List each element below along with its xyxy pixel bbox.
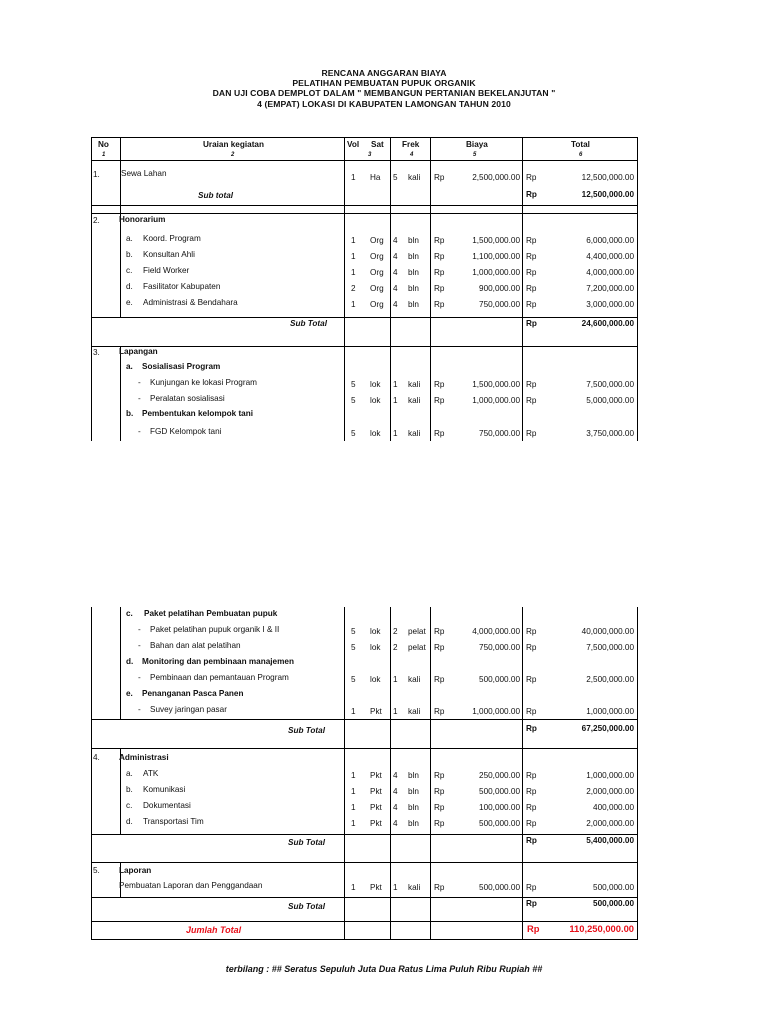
row-label: Paket pelatihan pupuk organik I & II	[150, 625, 280, 634]
row-frek-unit: kali	[408, 675, 421, 684]
section-5-subtotal-rp: Rp	[526, 899, 537, 908]
row-total: 2,000,000.00	[586, 819, 634, 828]
row-sat: Org	[370, 236, 384, 245]
row-letter: c.	[126, 266, 133, 275]
section-5-row-frek-unit: kali	[408, 883, 421, 892]
section-3-subtotal: 67,250,000.00	[581, 724, 634, 733]
section-5-row-label: Pembuatan Laporan dan Penggandaan	[119, 881, 263, 890]
row-vol: 5	[351, 396, 356, 405]
header-no: No	[98, 140, 109, 149]
row-frek: 2	[393, 627, 398, 636]
row-vol: 5	[351, 627, 356, 636]
row-frek: 4	[393, 300, 398, 309]
jumlah-total-rp: Rp	[527, 923, 540, 934]
row-frek: 4	[393, 268, 398, 277]
row-total: 4,400,000.00	[586, 252, 634, 261]
row-total: 40,000,000.00	[581, 627, 634, 636]
row-frek-unit: bln	[408, 268, 419, 277]
row-total: 1,000,000.00	[586, 707, 634, 716]
row-frek: 1	[393, 675, 398, 684]
row-biaya: 750,000.00	[479, 300, 520, 309]
section-3-sub-a-label: Sosialisasi Program	[142, 362, 221, 371]
section-2-subtotal: 24,600,000.00	[581, 319, 634, 328]
row-rp2: Rp	[526, 819, 537, 828]
row-total: 7,200,000.00	[586, 284, 634, 293]
row-vol: 5	[351, 643, 356, 652]
section-1-row-vol: 1	[351, 173, 356, 182]
row-total: 5,000,000.00	[586, 396, 634, 405]
row-label: Kunjungan ke lokasi Program	[150, 378, 257, 387]
row-rp2: Rp	[526, 429, 537, 438]
row-vol: 1	[351, 771, 356, 780]
section-3-sub-b-letter: b.	[126, 409, 134, 418]
section-1-row-frek: 5	[393, 173, 398, 182]
row-vol: 1	[351, 819, 356, 828]
row-rp2: Rp	[526, 380, 537, 389]
row-letter: b.	[126, 250, 133, 259]
row-frek-unit: bln	[408, 787, 419, 796]
row-rp2: Rp	[526, 643, 537, 652]
row-frek: 1	[393, 396, 398, 405]
row-sat: lok	[370, 643, 381, 652]
row-rp: Rp	[434, 771, 445, 780]
row-sat: Pkt	[370, 787, 382, 796]
row-dash: -	[138, 625, 141, 634]
row-biaya: 500,000.00	[479, 675, 520, 684]
header-num-3: 3	[368, 152, 372, 158]
row-biaya: 750,000.00	[479, 643, 520, 652]
row-rp: Rp	[434, 380, 445, 389]
section-5-row-frek: 1	[393, 883, 398, 892]
row-sat: Pkt	[370, 819, 382, 828]
row-biaya: 100,000.00	[479, 803, 520, 812]
row-frek-unit: bln	[408, 819, 419, 828]
row-vol: 2	[351, 284, 356, 293]
row-biaya: 750,000.00	[479, 429, 520, 438]
section-3-sub-c-letter: c.	[126, 609, 133, 618]
section-3-sub-d-label: Monitoring dan pembinaan manajemen	[142, 657, 294, 666]
section-3-sub-d-letter: d.	[126, 657, 134, 666]
row-rp2: Rp	[526, 396, 537, 405]
row-vol: 5	[351, 380, 356, 389]
row-letter: d.	[126, 282, 133, 291]
header-num-2: 2	[231, 152, 235, 158]
row-frek-unit: bln	[408, 803, 419, 812]
row-biaya: 1,000,000.00	[472, 268, 520, 277]
section-5-subtotal: 500,000.00	[593, 899, 634, 908]
row-biaya: 900,000.00	[479, 284, 520, 293]
section-1-subtotal-label: Sub total	[198, 191, 234, 200]
section-1-row-frek-unit: kali	[408, 173, 421, 182]
title-line-1: RENCANA ANGGARAN BIAYA	[321, 68, 447, 78]
section-3-sub-e-label: Penanganan Pasca Panen	[142, 689, 244, 698]
row-rp2: Rp	[526, 300, 537, 309]
row-rp2: Rp	[526, 627, 537, 636]
row-frek: 4	[393, 252, 398, 261]
row-vol: 1	[351, 707, 356, 716]
row-total: 400,000.00	[593, 803, 634, 812]
row-rp: Rp	[434, 396, 445, 405]
row-biaya: 500,000.00	[479, 787, 520, 796]
row-label: Bahan dan alat pelatihan	[150, 641, 241, 650]
row-rp2: Rp	[526, 675, 537, 684]
row-label: Fasilitator Kabupaten	[143, 282, 221, 291]
row-label: Koord. Program	[143, 234, 201, 243]
title-line-3: DAN UJI COBA DEMPLOT DALAM " MEMBANGUN PERTANIAN BEKELANJUTAN "	[212, 88, 556, 99]
section-1-subtotal: 12,500,000.00	[581, 190, 634, 199]
row-frek-unit: bln	[408, 236, 419, 245]
row-frek-unit: bln	[408, 252, 419, 261]
row-sat: lok	[370, 429, 381, 438]
section-5-row-total: 500,000.00	[593, 883, 634, 892]
row-vol: 1	[351, 252, 356, 261]
header-uraian: Uraian kegiatan	[203, 140, 264, 149]
header-sat: Sat	[371, 140, 384, 149]
row-dash: -	[138, 394, 141, 403]
row-vol: 5	[351, 675, 356, 684]
header-num-5: 5	[473, 152, 477, 158]
row-frek: 1	[393, 707, 398, 716]
row-sat: Org	[370, 252, 384, 261]
row-rp: Rp	[434, 429, 445, 438]
section-1-no: 1.	[93, 170, 100, 179]
row-frek-unit: kali	[408, 380, 421, 389]
row-sat: Org	[370, 284, 384, 293]
row-frek: 4	[393, 803, 398, 812]
row-sat: Pkt	[370, 771, 382, 780]
row-frek: 1	[393, 380, 398, 389]
section-3-subtotal-rp: Rp	[526, 724, 537, 733]
section-3-sub-c-label: Paket pelatihan Pembuatan pupuk	[144, 609, 278, 618]
row-label: ATK	[143, 769, 159, 778]
row-rp: Rp	[434, 819, 445, 828]
row-rp2: Rp	[526, 707, 537, 716]
section-4-subtotal-label: Sub Total	[288, 838, 325, 847]
header-num-6: 6	[579, 152, 583, 158]
row-total: 2,500,000.00	[586, 675, 634, 684]
section-1-row-total: 12,500,000.00	[581, 173, 634, 182]
row-rp2: Rp	[526, 771, 537, 780]
row-frek-unit: kali	[408, 429, 421, 438]
row-frek: 4	[393, 236, 398, 245]
section-5-subtotal-label: Sub Total	[288, 902, 325, 911]
section-4-subtotal-rp: Rp	[526, 836, 537, 845]
row-total: 3,750,000.00	[586, 429, 634, 438]
section-5-row-rp: Rp	[434, 883, 445, 892]
row-rp: Rp	[434, 803, 445, 812]
row-label: Dokumentasi	[143, 801, 191, 810]
section-5-row-vol: 1	[351, 883, 356, 892]
row-sat: lok	[370, 675, 381, 684]
row-vol: 5	[351, 429, 356, 438]
row-frek-unit: kali	[408, 707, 421, 716]
header-total: Total	[571, 140, 590, 149]
row-sat: Pkt	[370, 707, 382, 716]
row-vol: 1	[351, 803, 356, 812]
row-rp: Rp	[434, 675, 445, 684]
title-line-2: PELATIHAN PEMBUATAN PUPUK ORGANIK	[292, 78, 476, 89]
section-5-row-biaya: 500,000.00	[479, 883, 520, 892]
row-rp: Rp	[434, 787, 445, 796]
row-dash: -	[138, 641, 141, 650]
row-label: Peralatan sosialisasi	[150, 394, 225, 403]
row-dash: -	[138, 705, 141, 714]
row-rp2: Rp	[526, 236, 537, 245]
section-5-row-rp2: Rp	[526, 883, 537, 892]
row-rp2: Rp	[526, 787, 537, 796]
row-label: Field Worker	[143, 266, 190, 275]
row-biaya: 250,000.00	[479, 771, 520, 780]
row-total: 7,500,000.00	[586, 643, 634, 652]
row-sat: Org	[370, 268, 384, 277]
row-dash: -	[138, 378, 141, 387]
row-letter: b.	[126, 785, 133, 794]
row-rp: Rp	[434, 627, 445, 636]
row-rp: Rp	[434, 252, 445, 261]
row-letter: e.	[126, 298, 133, 307]
row-biaya: 4,000,000.00	[472, 627, 520, 636]
section-3-sub-e-letter: e.	[126, 689, 133, 698]
section-2-subtotal-label: Sub Total	[290, 319, 327, 328]
row-letter: a.	[126, 769, 133, 778]
row-total: 2,000,000.00	[586, 787, 634, 796]
row-dash: -	[138, 673, 141, 682]
row-sat: lok	[370, 380, 381, 389]
section-4-subtotal: 5,400,000.00	[586, 836, 634, 845]
row-rp: Rp	[434, 643, 445, 652]
section-3-no: 3.	[93, 348, 100, 357]
row-dash: -	[138, 427, 141, 436]
row-rp: Rp	[434, 300, 445, 309]
jumlah-total-label: Jumlah Total	[186, 925, 242, 935]
section-5-heading: Laporan	[119, 866, 152, 875]
row-label: Konsultan Ahli	[143, 250, 195, 259]
section-3-heading: Lapangan	[119, 347, 158, 356]
row-biaya: 1,100,000.00	[472, 252, 520, 261]
header-biaya: Biaya	[466, 140, 488, 149]
section-2-heading: Honorarium	[119, 215, 166, 224]
row-frek-unit: pelat	[408, 643, 426, 652]
row-frek-unit: bln	[408, 300, 419, 309]
row-biaya: 1,000,000.00	[472, 396, 520, 405]
row-biaya: 1,500,000.00	[472, 380, 520, 389]
row-letter: c.	[126, 801, 133, 810]
section-3-sub-a-letter: a.	[126, 362, 133, 371]
row-letter: a.	[126, 234, 133, 243]
row-vol: 1	[351, 300, 356, 309]
terbilang-text: terbilang : ## Seratus Sepuluh Juta Dua Ratus Lima Puluh Ribu Rupiah ##	[225, 964, 543, 974]
header-num-4: 4	[410, 152, 414, 158]
section-4-heading: Administrasi	[119, 753, 169, 762]
row-letter: d.	[126, 817, 133, 826]
row-vol: 1	[351, 787, 356, 796]
row-label: FGD Kelompok tani	[150, 427, 222, 436]
row-sat: lok	[370, 627, 381, 636]
section-1-row-label: Sewa Lahan	[121, 169, 167, 178]
row-rp: Rp	[434, 268, 445, 277]
row-rp2: Rp	[526, 284, 537, 293]
row-vol: 1	[351, 268, 356, 277]
section-1-row-biaya: 2,500,000.00	[472, 173, 520, 182]
section-2-no: 2.	[93, 216, 100, 225]
section-1-row-rp: Rp	[434, 173, 445, 182]
row-frek: 2	[393, 643, 398, 652]
section-3-subtotal-label: Sub Total	[288, 726, 325, 735]
row-rp2: Rp	[526, 252, 537, 261]
section-4-no: 4.	[93, 753, 100, 762]
row-biaya: 1,000,000.00	[472, 707, 520, 716]
row-vol: 1	[351, 236, 356, 245]
row-frek: 4	[393, 284, 398, 293]
title-line-4: 4 (EMPAT) LOKASI DI KABUPATEN LAMONGAN TAHUN 2010	[257, 98, 511, 109]
row-total: 1,000,000.00	[586, 771, 634, 780]
section-3-sub-b-label: Pembentukan kelompok tani	[142, 409, 254, 418]
row-total: 3,000,000.00	[586, 300, 634, 309]
row-biaya: 500,000.00	[479, 819, 520, 828]
row-frek-unit: pelat	[408, 627, 426, 636]
section-1-subtotal-rp: Rp	[526, 190, 537, 199]
row-frek-unit: kali	[408, 396, 421, 405]
section-1-row-sat: Ha	[370, 173, 381, 182]
row-biaya: 1,500,000.00	[472, 236, 520, 245]
row-frek: 4	[393, 819, 398, 828]
section-1-row-rp2: Rp	[526, 173, 537, 182]
row-frek-unit: bln	[408, 284, 419, 293]
row-sat: Pkt	[370, 803, 382, 812]
row-frek-unit: bln	[408, 771, 419, 780]
section-5-row-sat: Pkt	[370, 883, 382, 892]
row-total: 4,000,000.00	[586, 268, 634, 277]
row-frek: 4	[393, 771, 398, 780]
row-sat: Org	[370, 300, 384, 309]
row-frek: 4	[393, 787, 398, 796]
section-2-subtotal-rp: Rp	[526, 319, 537, 328]
row-frek: 1	[393, 429, 398, 438]
header-frek: Frek	[402, 140, 420, 149]
header-num-1: 1	[102, 152, 106, 158]
row-rp: Rp	[434, 236, 445, 245]
row-rp2: Rp	[526, 268, 537, 277]
row-label: Komunikasi	[143, 785, 186, 794]
row-rp2: Rp	[526, 803, 537, 812]
document-title	[0, 68, 768, 109]
jumlah-total-value: 110,250,000.00	[569, 923, 634, 934]
row-label: Pembinaan dan pemantauan Program	[150, 673, 289, 682]
row-rp: Rp	[434, 284, 445, 293]
row-total: 6,000,000.00	[586, 236, 634, 245]
row-rp: Rp	[434, 707, 445, 716]
row-total: 7,500,000.00	[586, 380, 634, 389]
header-vol: Vol	[347, 140, 360, 149]
section-5-no: 5.	[93, 866, 100, 875]
row-label: Transportasi Tim	[143, 817, 204, 826]
row-sat: lok	[370, 396, 381, 405]
row-label: Administrasi & Bendahara	[143, 298, 238, 307]
row-label: Suvey jaringan pasar	[150, 705, 227, 714]
